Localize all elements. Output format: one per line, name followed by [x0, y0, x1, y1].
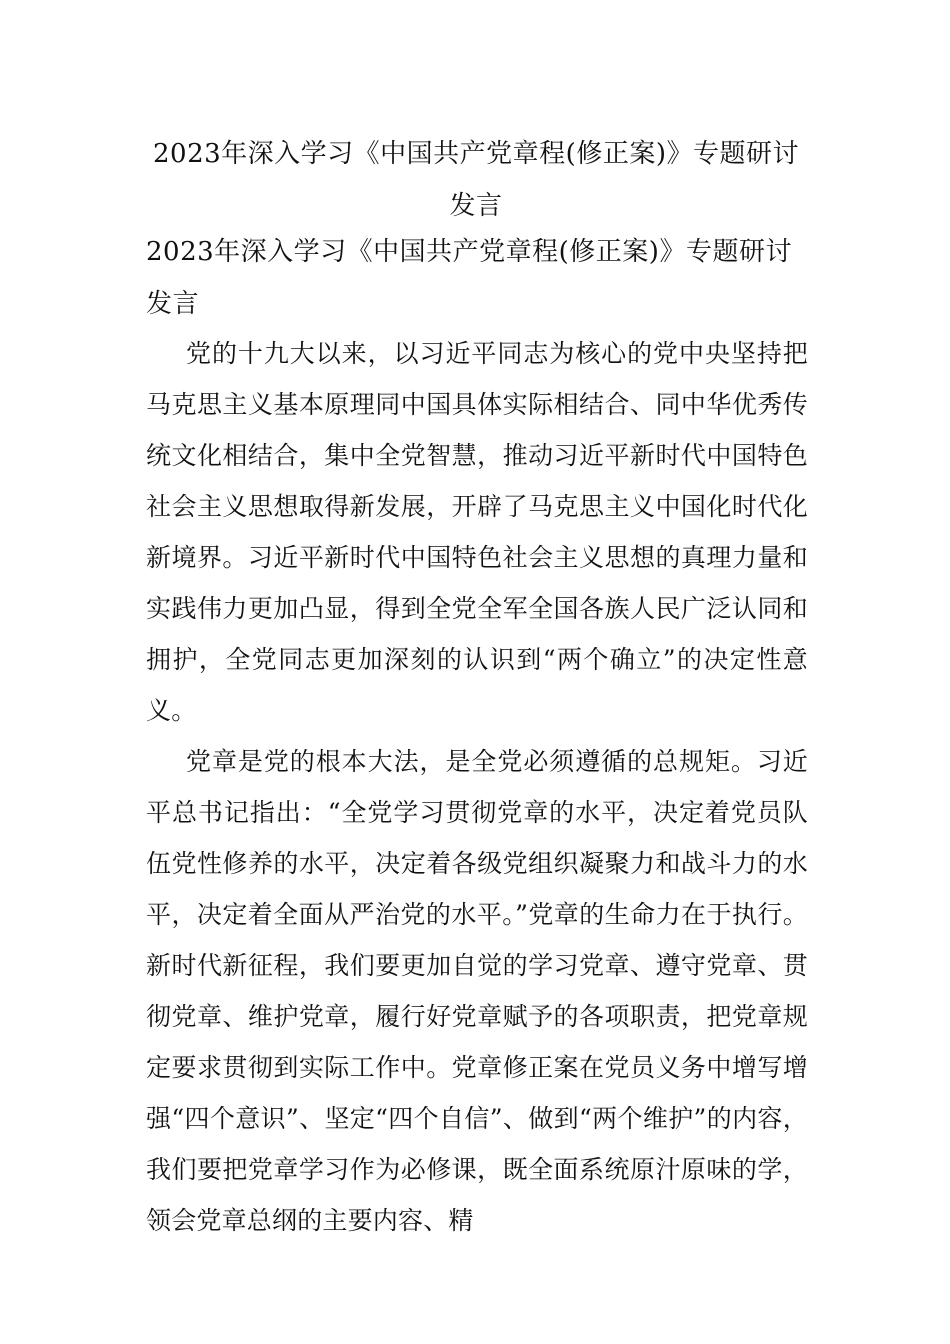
paragraph-2: 党章是党的根本大法，是全党必须遵循的总规矩。习近平总书记指出：“全党学习贯彻党章的水平，决定着党员队伍党性修养的水平，决定着各级党组织凝聚力和战斗力的水平，决定着全面从严治党的水平。”党章的生命力在于执行。新时代新征程，我们要更加自觉的学习党章、遵守党章、贯彻党章、维护党章，履行好党章赋予的各项职责，把党章规定要求贯彻到实际工作中。党章修正案在党员义务中增写增强“四个意识”、坚定“四个自信”、做到“两个维护”的内容，我们要把党章学习作为必修课，既全面系统原汁原味的学，领会党章总纲的主要内容、精 — [146, 747, 808, 1235]
document-subtitle: 2023年深入学习《中国共产党章程(修正案)》专题研讨发言 — [146, 237, 792, 319]
document-body — [146, 328, 808, 1246]
document-title: 2023年深入学习《中国共产党章程(修正案)》专题研讨发言 — [153, 139, 799, 221]
paragraph-1: 党的十九大以来，以习近平同志为核心的党中央坚持把马克思主义基本原理同中国具体实际相结合、同中华优秀传统文化相结合，集中全党智慧，推动习近平新时代中国特色社会主义思想取得新发展，开辟了马克思主义中国化时代化新境界。习近平新时代中国特色社会主义思想的真理力量和实践伟力更加凸显，得到全党全军全国各族人民广泛认同和拥护，全党同志更加深刻的认识到“两个确立”的决定性意义。 — [146, 339, 808, 725]
